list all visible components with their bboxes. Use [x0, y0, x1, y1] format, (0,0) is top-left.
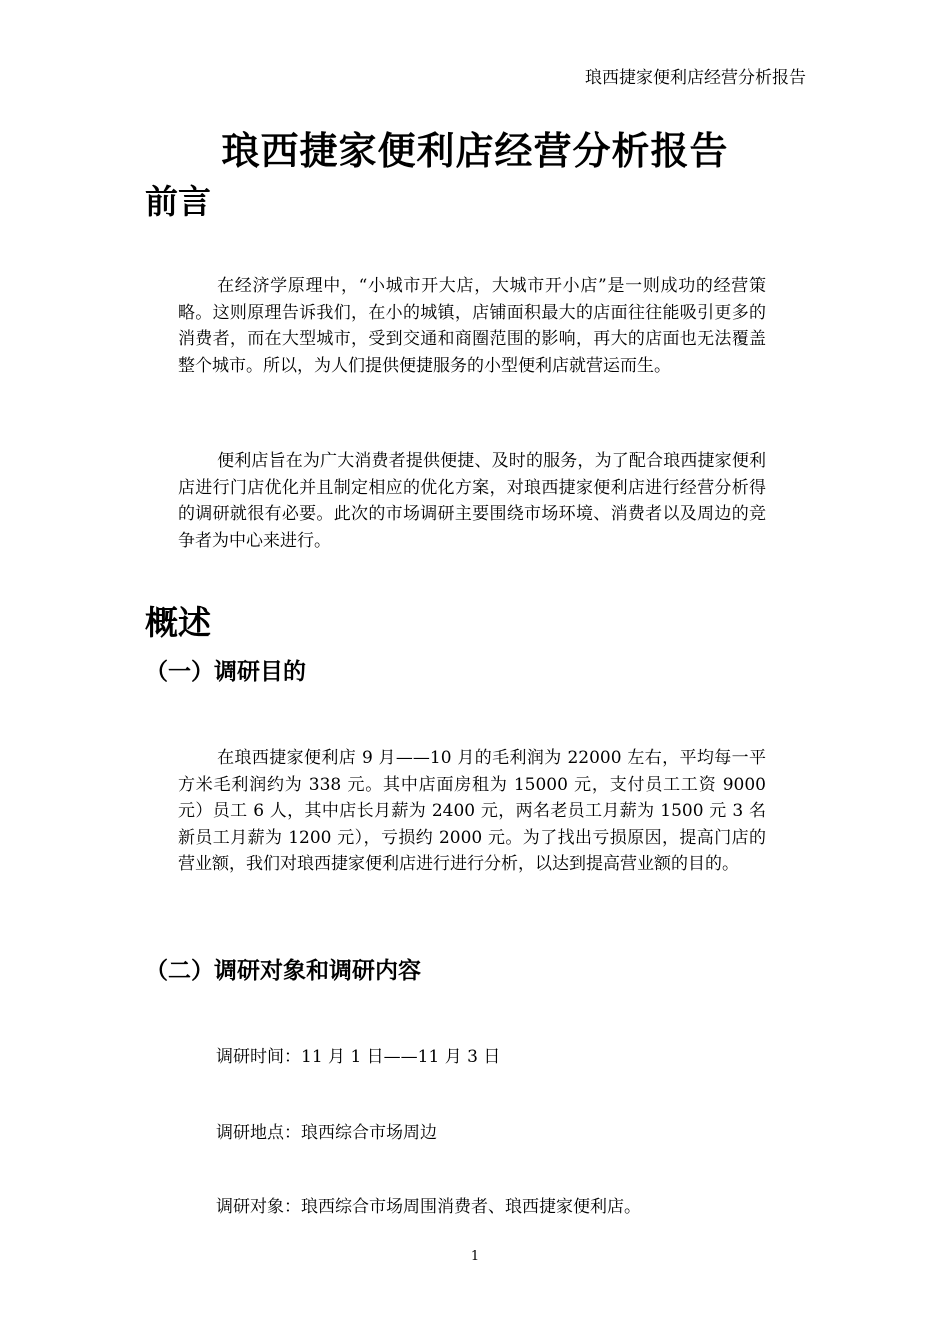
scope-heading: （二）调研对象和调研内容: [145, 957, 421, 984]
purpose-heading: （一）调研目的: [145, 658, 306, 685]
preface-heading: 前言: [145, 182, 211, 221]
document-title: 琅西捷家便利店经营分析报告: [221, 128, 729, 173]
preface-paragraph-1: 在经济学原理中，“小城市开大店，大城市开小店”是一则成功的经营策略。这则原理告诉我们，在小的城镇，店铺面积最大的店面往往能吸引更多的消费者，而在大型城市，受到交通和商圈范围的影响，再大的店面也无法覆盖整个城市。所以，为人们提供便捷服务的小型便利店就营运而生。: [178, 276, 766, 376]
purpose-paragraph: 在琅西捷家便利店 9 月——10 月的毛利润为 22000 左右，平均每一平方米毛利润约为 338 元。其中店面房租为 15000 元，支付员工工资 9000 元）员工 6 人，其中店长月薪为 2400 元，两名老员工月薪为 1500 元 3 名新员工月薪为 1200 元），亏损约 2000 元。为了找出亏损原因，提高门店的营业额，我们对琅西捷家便利店进行进行分析，以达到提高营业额的目的。: [178, 748, 766, 874]
scope-item-time: 调研时间：11 月 1 日——11 月 3 日: [216, 1047, 501, 1067]
running-header: 琅西捷家便利店经营分析报告: [585, 68, 806, 88]
page-number: 1: [470, 1249, 480, 1264]
scope-item-subject: 调研对象：琅西综合市场周围消费者、琅西捷家便利店。: [216, 1197, 641, 1217]
preface-paragraph-2: 便利店旨在为广大消费者提供便捷、及时的服务，为了配合琅西捷家便利店进行门店优化并且制定相应的优化方案，对琅西捷家便利店进行经营分析得的调研就很有必要。此次的市场调研主要围绕市场环境、消费者以及周边的竞争者为中心来进行。: [178, 451, 766, 551]
scope-item-location: 调研地点：琅西综合市场周边: [216, 1123, 437, 1143]
overview-heading: 概述: [145, 603, 211, 642]
